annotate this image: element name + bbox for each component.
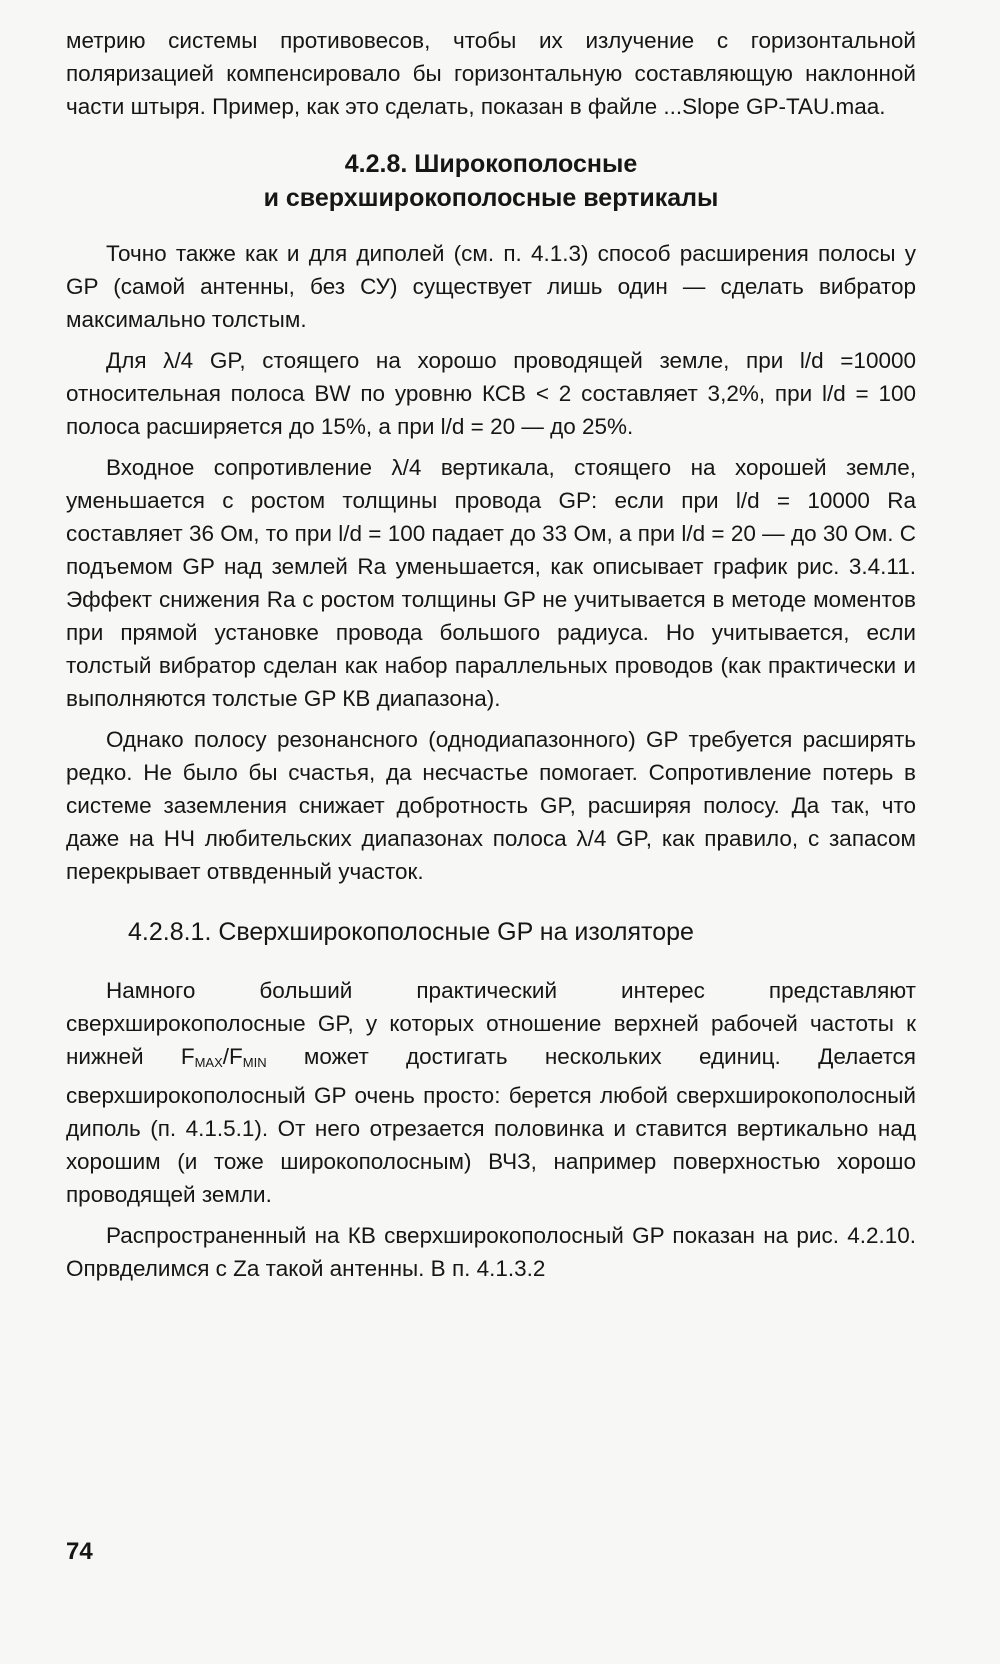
section-paragraph-4: Однако полосу резонансного (однодиапазонного) GP требуется расширять редко. Не было бы счастья, да несчастье помогает. Сопротивление потерь в системе заземления снижает добротность GP, расширяя полосу. Да так, что даже на НЧ любительских диапазонах полоса λ/4 GP, как правило, с запасом перекрывает отввденный участок. — [66, 727, 916, 884]
subsection-paragraph-2: Распространенный на КВ сверхширокополосный GP показан на рис. 4.2.10. Опрвделимся с Za такой антенны. В п. 4.1.3.2 — [66, 1223, 916, 1281]
intro-paragraph: метрию системы противовесов, чтобы их излучение с горизонтальной поляризацией компенсировало бы горизонтальную составляющую наклонной части штыря. Пример, как это сделать, показан в файле ...Slope GP-TAU.maa. — [66, 28, 916, 119]
section-paragraph-3: Входное сопротивление λ/4 вертикала, стоящего на хорошей земле, уменьшается с ростом толщины провода GP: если при l/d = 10000 Ra составляет 36 Ом, то при l/d = 100 падает до 33 Ом, а при l/d = 20 — до 30 Ом. С подъемом GP над землей Ra уменьшается, как описывает график рис. 3.4.11. Эффект снижения Ra с ростом толщины GP не учитывается в методе моментов при прямой установке провода большого радиуса. Но учитывается, если толстый вибратор сделан как набор параллельных проводов (как практически и выполняются толстые GP КВ диапазона). — [66, 455, 916, 711]
section-paragraph-2: Для λ/4 GP, стоящего на хорошо проводящей земле, при l/d =10000 относительная полоса BW по уровню КСВ < 2 составляет 3,2%, при l/d = 100 полоса расширяется до 15%, а при l/d = 20 — до 25%. — [66, 348, 916, 439]
section-heading-line1: 4.2.8. Широкополосные — [344, 150, 638, 178]
subsection-heading: 4.2.8.1. Сверхширокополосные GP на изоляторе — [128, 918, 694, 946]
sub-p1-after: может достигать нескольких единиц. Делается сверхширокополосный GP очень просто: берется любой сверхширокополосный диполь (п. 4.1.5.1). От него отрезается половинка и ставится вертикально над хорошим (и тоже широкополосным) ВЧЗ, например поверхностью хорошо проводящей земли. — [66, 1044, 916, 1207]
page-number: 74 — [66, 1538, 93, 1565]
section-heading — [66, 147, 916, 215]
subsection-paragraph-1 — [66, 974, 916, 1211]
section-paragraph-1: Точно также как и для диполей (см. п. 4.1.3) способ расширения полосы у GP (самой антенны, без СУ) существует лишь один — сделать вибратор максимально толстым. — [66, 241, 916, 332]
fmax-subscript: MAX — [194, 1055, 223, 1070]
sub-p1-before: Намного больший практический интерес представляют сверхширокополосные GP, у которых отношение верхней рабочей частоты к нижней F — [66, 978, 916, 1069]
page-content — [66, 24, 916, 1285]
section-heading-line2: и сверхширокополосные вертикалы — [263, 184, 719, 212]
fmin-subscript: MIN — [242, 1055, 267, 1070]
sub-p1-mid: /F — [222, 1044, 243, 1069]
